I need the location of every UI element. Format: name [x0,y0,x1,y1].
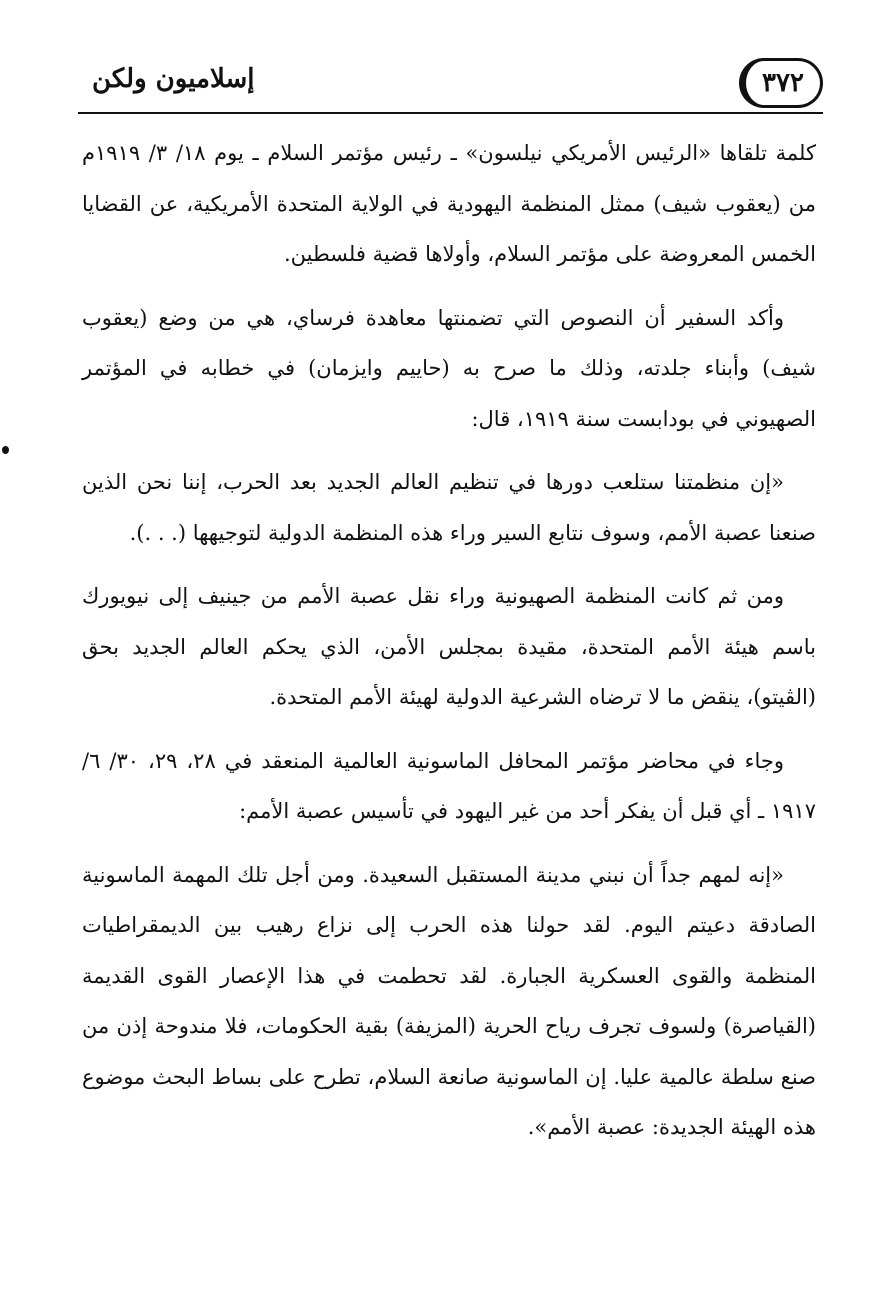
page-number-badge [739,58,823,108]
margin-mark [2,446,9,454]
running-title: إسلاميون ولكن [92,64,255,94]
quote-paragraph: «إن منظمتنا ستلعب دورها في تنظيم العالم الجديد بعد الحرب، إننا نحن الذين صنعنا عصبة الأمم، وسوف نتابع السير وراء هذه المنظمة الدولية لتوجيهها (. . .). [82,470,816,545]
body-text [82,128,816,1166]
header-rule [78,112,823,114]
paragraph: كلمة تلقاها «الرئيس الأمريكي نيلسون» ـ رئيس مؤتمر السلام ـ يوم ١٨/ ٣/ ١٩١٩م من (يعقوب شيف) ممثل المنظمة اليهودية في الولاية المتحدة الأمريكية، عن القضايا الخمس المعروضة على مؤتمر السلام، وأولاها قضية فلسطين. [82,141,816,266]
paragraph: وأكد السفير أن النصوص التي تضمنتها معاهدة فرساي، هي من وضع (يعقوب شيف) وأبناء جلدته، وذلك ما صرح به (حاييم وايزمان) في خطابه في المؤتمر الصهيوني في بودابست سنة ١٩١٩، قال: [82,305,816,431]
quote-paragraph: «إنه لمهم جداً أن نبني مدينة المستقبل السعيدة. ومن أجل تلك المهمة الماسونية الصادقة دعيتم اليوم. لقد حولنا هذه الحرب إلى نزاع رهيب بين الديمقراطيات المنظمة والقوى العسكرية الجبارة. لقد تحطمت في هذا الإعصار القوى القديمة (القياصرة) ولسوف تجرف رياح الحرية (المزيفة) بقية الحكومات، فلا مندوحة إذن من صنع سلطة عالمية عليا. إن الماسونية صانعة السلام، تطرح على بساط البحث موضوع هذه الهيئة الجديدة: عصبة الأمم». [82,862,816,1139]
page-header [78,52,823,116]
paragraph: ومن ثم كانت المنظمة الصهيونية وراء نقل عصبة الأمم من جينيف إلى نيويورك باسم هيئة الأمم المتحدة، مقيدة بمجلس الأمن، الذي يحكم العالم الجديد بحق (الڤيتو)، ينقض ما لا ترضاه الشرعية الدولية لهيئة الأمم المتحدة. [82,584,816,709]
paragraph: وجاء في محاضر مؤتمر المحافل الماسونية العالمية المنعقد في ٢٨، ٢٩، ٣٠/ ٦/ ١٩١٧ ـ أي قبل أن يفكر أحد من غير اليهود في تأسيس عصبة الأمم: [82,748,816,823]
page-number: ٣٧٢ [762,68,804,98]
